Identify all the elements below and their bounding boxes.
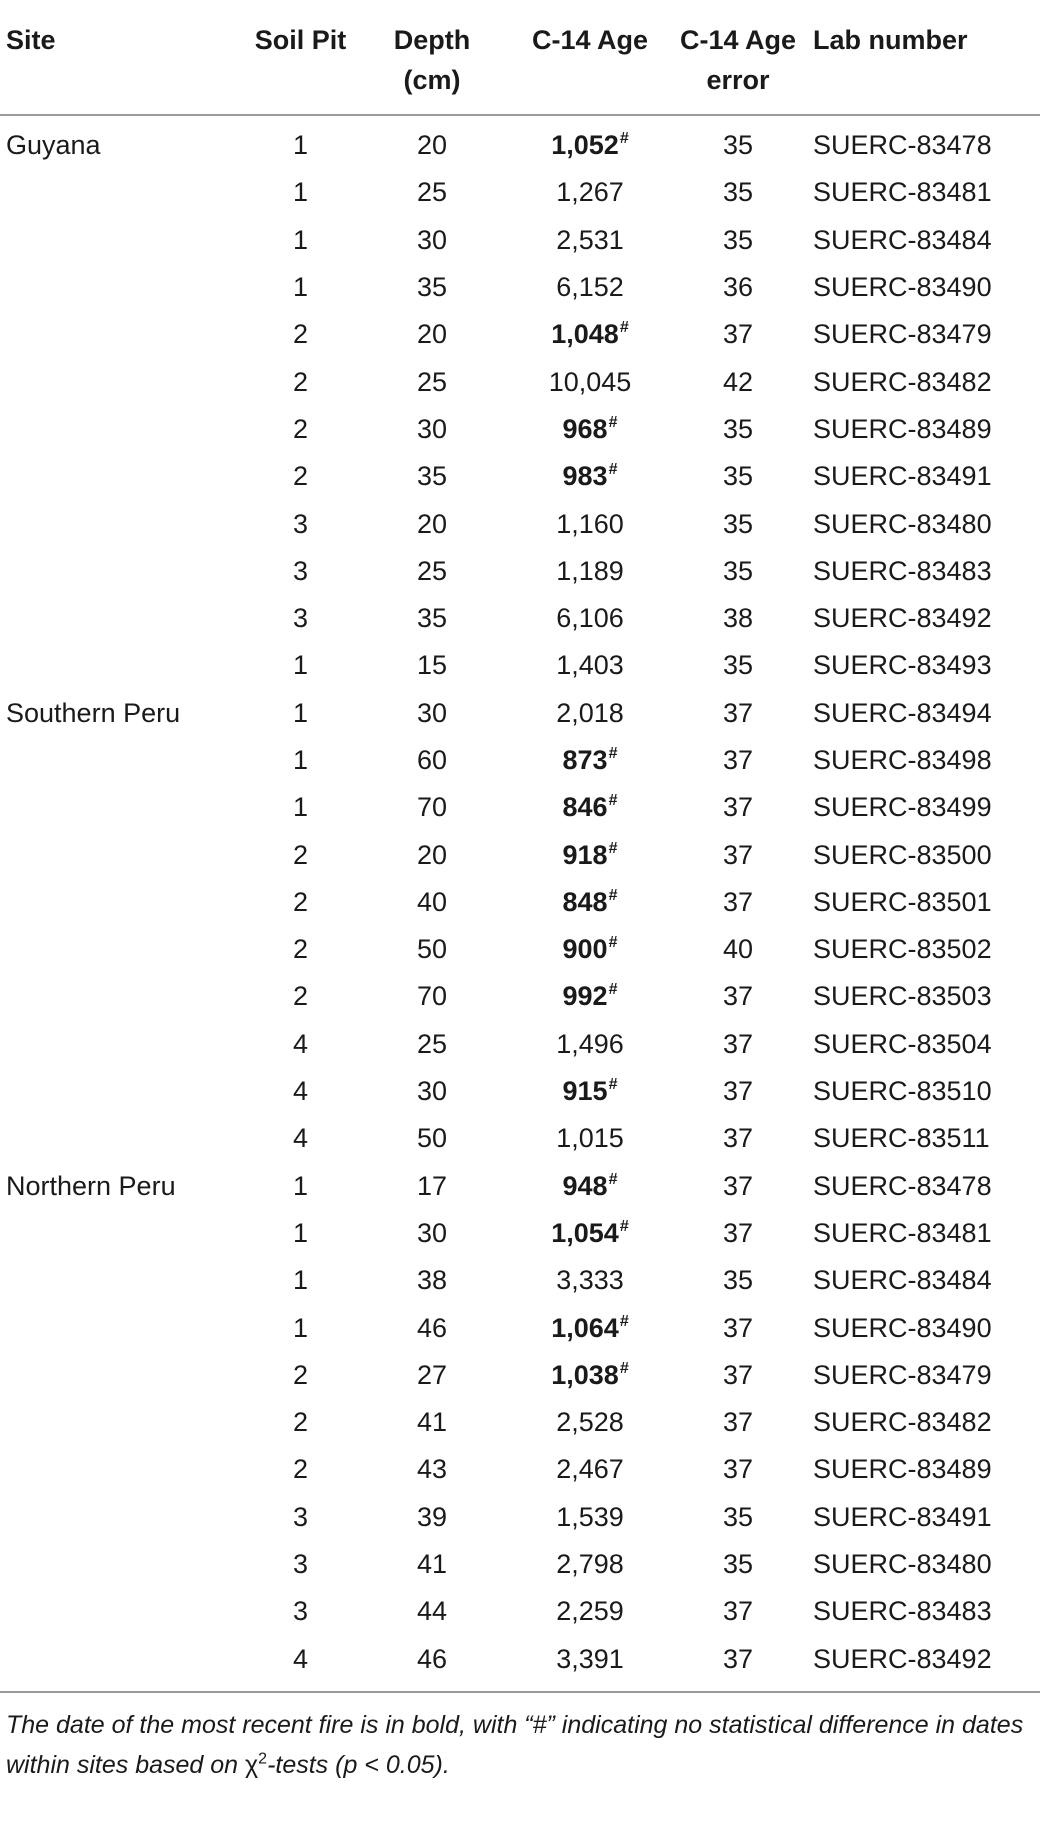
cell-site (0, 264, 238, 311)
cell-c14-age (501, 642, 679, 689)
cell-site (0, 548, 238, 595)
table-row (0, 1210, 1040, 1257)
cell-depth: 25 (416, 555, 448, 586)
footnote-chi-symbol: χ (245, 1750, 259, 1779)
cell-c14-age (501, 1588, 679, 1635)
cell-c14-age-error: 35 (722, 413, 754, 444)
cell-c14-age (501, 831, 679, 878)
cell-c14-age (501, 453, 679, 500)
age-value: 2,528 (556, 1407, 624, 1438)
cell-lab-number: SUERC-83490 (813, 1312, 992, 1343)
cell-c14-age-error: 38 (722, 603, 754, 634)
cell-c14-age-error: 37 (722, 1076, 754, 1107)
table-row (0, 217, 1040, 264)
age-value: 848 (562, 886, 608, 917)
cell-site (0, 1352, 238, 1399)
cell-lab-number: SUERC-83492 (813, 1643, 992, 1674)
age-value: 1,160 (556, 508, 624, 539)
cell-c14-age (501, 217, 679, 264)
cell-site: Northern Peru (6, 1170, 176, 1201)
cell-c14-age (501, 1446, 679, 1493)
table-row (0, 311, 1040, 358)
cell-depth: 50 (416, 1123, 448, 1154)
cell-lab-number: SUERC-83501 (813, 886, 992, 917)
no-difference-mark: # (619, 1359, 629, 1377)
cell-lab-number: SUERC-83482 (813, 1407, 992, 1438)
age-value: 915 (562, 1076, 608, 1107)
cell-c14-age-error: 35 (722, 130, 754, 161)
cell-depth: 17 (416, 1170, 448, 1201)
cell-c14-age-error: 35 (722, 650, 754, 681)
cell-soil-pit: 2 (292, 461, 309, 492)
cell-depth: 35 (416, 272, 448, 303)
cell-soil-pit: 3 (292, 603, 309, 634)
age-value: 6,152 (556, 272, 624, 303)
cell-depth: 70 (416, 792, 448, 823)
cell-lab-number: SUERC-83482 (813, 366, 992, 397)
cell-site (0, 784, 238, 831)
cell-depth: 46 (416, 1312, 448, 1343)
footnote-text: The date of the most recent fire is in bold, with “#” indicating no statistical difference in dates within sites based on (6, 1710, 1024, 1779)
cell-site (0, 1068, 238, 1115)
cell-c14-age-error: 37 (722, 1643, 754, 1674)
table-row (0, 642, 1040, 689)
cell-c14-age-error: 35 (722, 177, 754, 208)
age-value: 6,106 (556, 603, 624, 634)
age-value: 1,048 (551, 319, 619, 350)
cell-lab-number: SUERC-83489 (813, 1454, 992, 1485)
cell-c14-age-error: 42 (722, 366, 754, 397)
cell-c14-age (501, 1494, 679, 1541)
table-row (0, 690, 1040, 737)
age-value: 2,798 (556, 1549, 624, 1580)
cell-depth: 27 (416, 1359, 448, 1390)
cell-depth: 15 (416, 650, 448, 681)
cell-c14-age (501, 358, 679, 405)
cell-c14-age (501, 973, 679, 1020)
cell-lab-number: SUERC-83490 (813, 272, 992, 303)
cell-c14-age (501, 595, 679, 642)
cell-lab-number: SUERC-83502 (813, 934, 992, 965)
cell-soil-pit: 1 (292, 177, 309, 208)
table-row (0, 595, 1040, 642)
header-soil-pit: Soil Pit (238, 0, 363, 115)
cell-lab-number: SUERC-83484 (813, 1265, 992, 1296)
cell-depth: 25 (416, 366, 448, 397)
cell-soil-pit: 2 (292, 366, 309, 397)
cell-site: Southern Peru (6, 697, 181, 728)
table-row (0, 784, 1040, 831)
cell-c14-age-error: 37 (722, 1312, 754, 1343)
cell-c14-age-error: 37 (722, 981, 754, 1012)
age-value: 1,054 (551, 1217, 619, 1248)
no-difference-mark: # (608, 461, 618, 479)
cell-depth: 30 (416, 1076, 448, 1107)
no-difference-mark: # (619, 1312, 629, 1330)
cell-c14-age-error: 37 (722, 1407, 754, 1438)
cell-c14-age (501, 500, 679, 547)
cell-lab-number: SUERC-83494 (813, 697, 992, 728)
table-row (0, 548, 1040, 595)
cell-depth: 46 (416, 1643, 448, 1674)
age-value: 846 (562, 792, 608, 823)
cell-lab-number: SUERC-83503 (813, 981, 992, 1012)
cell-site (0, 1541, 238, 1588)
cell-site: Guyana (6, 130, 101, 161)
cell-c14-age-error: 35 (722, 461, 754, 492)
cell-lab-number: SUERC-83498 (813, 745, 992, 775)
table-row (0, 1304, 1040, 1351)
table-row (0, 1399, 1040, 1446)
table-row (0, 1257, 1040, 1304)
cell-soil-pit: 2 (292, 886, 309, 917)
header-site: Site (0, 0, 238, 115)
no-difference-mark: # (608, 745, 618, 762)
table-body (0, 115, 1040, 1687)
no-difference-mark: # (608, 1170, 618, 1188)
cell-c14-age-error: 35 (722, 1501, 754, 1532)
cell-site (0, 311, 238, 358)
cell-depth: 39 (416, 1501, 448, 1532)
cell-depth: 41 (416, 1407, 448, 1438)
cell-c14-age-error: 40 (722, 934, 754, 965)
cell-c14-age-error: 37 (722, 1596, 754, 1627)
table-row (0, 1021, 1040, 1068)
no-difference-mark: # (619, 319, 629, 337)
cell-soil-pit: 1 (292, 130, 309, 161)
cell-lab-number: SUERC-83499 (813, 792, 992, 823)
cell-c14-age-error: 37 (722, 745, 754, 775)
cell-lab-number: SUERC-83481 (813, 177, 992, 208)
cell-depth: 30 (416, 224, 448, 255)
cell-lab-number: SUERC-83511 (813, 1123, 990, 1154)
cell-c14-age-error: 37 (722, 839, 754, 870)
cell-c14-age (501, 115, 679, 169)
cell-site (0, 1494, 238, 1541)
cell-site (0, 453, 238, 500)
cell-depth: 41 (416, 1549, 448, 1580)
cell-c14-age-error: 37 (722, 792, 754, 823)
table-row (0, 1588, 1040, 1635)
cell-c14-age (501, 169, 679, 216)
age-value: 2,259 (556, 1596, 624, 1627)
footnote-superscript: 2 (258, 1750, 268, 1768)
cell-site (0, 1021, 238, 1068)
header-row (0, 0, 1040, 115)
cell-c14-age (501, 1352, 679, 1399)
cell-lab-number: SUERC-83480 (813, 508, 992, 539)
cell-c14-age (501, 1115, 679, 1162)
cell-c14-age-error: 37 (722, 1217, 754, 1248)
cell-c14-age-error: 37 (722, 1170, 754, 1201)
age-value: 1,189 (556, 555, 624, 586)
cell-lab-number: SUERC-83478 (813, 130, 992, 161)
table-row (0, 264, 1040, 311)
cell-depth: 44 (416, 1596, 448, 1627)
cell-soil-pit: 4 (292, 1643, 309, 1674)
cell-c14-age (501, 737, 679, 784)
cell-c14-age (501, 1257, 679, 1304)
cell-depth: 43 (416, 1454, 448, 1485)
cell-c14-age-error: 37 (722, 1028, 754, 1059)
cell-depth: 30 (416, 1217, 448, 1248)
table-row (0, 453, 1040, 500)
cell-lab-number: SUERC-83500 (813, 839, 992, 870)
cell-c14-age-error: 36 (722, 272, 754, 303)
cell-lab-number: SUERC-83484 (813, 224, 992, 255)
age-value: 1,539 (556, 1501, 624, 1532)
no-difference-mark: # (619, 130, 629, 148)
cell-depth: 40 (416, 886, 448, 917)
cell-c14-age (501, 1163, 679, 1210)
cell-c14-age-error: 35 (722, 1549, 754, 1580)
cell-depth: 35 (416, 461, 448, 492)
cell-soil-pit: 1 (292, 745, 309, 775)
cell-c14-age (501, 548, 679, 595)
cell-lab-number: SUERC-83478 (813, 1170, 992, 1201)
cell-soil-pit: 4 (292, 1076, 309, 1107)
age-value: 918 (562, 839, 608, 870)
age-value: 983 (562, 461, 608, 492)
no-difference-mark: # (608, 934, 618, 952)
cell-soil-pit: 1 (292, 1312, 309, 1343)
cell-c14-age-error: 37 (722, 1123, 754, 1154)
cell-soil-pit: 3 (292, 1501, 309, 1532)
cell-depth: 20 (416, 508, 448, 539)
cell-c14-age-error: 37 (722, 1454, 754, 1485)
cell-c14-age (501, 1636, 679, 1687)
table-footnote (0, 1691, 1040, 1785)
no-difference-mark: # (619, 1217, 629, 1235)
cell-site (0, 169, 238, 216)
cell-c14-age-error: 35 (722, 508, 754, 539)
no-difference-mark: # (608, 792, 618, 810)
cell-soil-pit: 3 (292, 1596, 309, 1627)
cell-soil-pit: 2 (292, 413, 309, 444)
cell-c14-age (501, 1021, 679, 1068)
age-value: 900 (562, 934, 608, 965)
table-row (0, 879, 1040, 926)
cell-depth: 25 (416, 177, 448, 208)
cell-lab-number: SUERC-83479 (813, 319, 992, 350)
no-difference-mark: # (608, 1076, 618, 1094)
age-value: 873 (562, 745, 608, 775)
table-row (0, 169, 1040, 216)
cell-soil-pit: 2 (292, 934, 309, 965)
no-difference-mark: # (608, 981, 618, 999)
table-row (0, 115, 1040, 169)
cell-depth: 20 (416, 319, 448, 350)
cell-depth: 25 (416, 1028, 448, 1059)
cell-depth: 30 (416, 413, 448, 444)
table-row (0, 1541, 1040, 1588)
age-value: 1,267 (556, 177, 624, 208)
cell-soil-pit: 3 (292, 1549, 309, 1580)
cell-soil-pit: 1 (292, 272, 309, 303)
age-value: 3,391 (556, 1643, 624, 1674)
cell-soil-pit: 2 (292, 1407, 309, 1438)
age-value: 1,015 (556, 1123, 624, 1154)
cell-soil-pit: 2 (292, 1359, 309, 1390)
cell-lab-number: SUERC-83493 (813, 650, 992, 681)
cell-c14-age-error: 35 (722, 1265, 754, 1296)
cell-site (0, 1257, 238, 1304)
cell-lab-number: SUERC-83483 (813, 1596, 992, 1627)
cell-c14-age (501, 879, 679, 926)
cell-lab-number: SUERC-83489 (813, 413, 992, 444)
age-value: 968 (562, 413, 608, 444)
footnote-text-end: -tests (p < 0.05). (267, 1750, 450, 1779)
cell-site (0, 500, 238, 547)
cell-c14-age-error: 35 (722, 555, 754, 586)
table-row (0, 1636, 1040, 1687)
cell-c14-age (501, 1304, 679, 1351)
cell-soil-pit: 1 (292, 697, 309, 728)
cell-depth: 38 (416, 1265, 448, 1296)
cell-lab-number: SUERC-83481 (813, 1217, 992, 1248)
table-row (0, 1446, 1040, 1493)
cell-site (0, 1399, 238, 1446)
age-value: 2,531 (556, 224, 624, 255)
cell-site (0, 926, 238, 973)
cell-c14-age (501, 1068, 679, 1115)
cell-site (0, 831, 238, 878)
table-row (0, 973, 1040, 1020)
cell-c14-age-error: 35 (722, 224, 754, 255)
age-value: 2,018 (556, 697, 624, 728)
cell-lab-number: SUERC-83483 (813, 555, 992, 586)
table-row (0, 926, 1040, 973)
cell-site (0, 595, 238, 642)
cell-depth: 30 (416, 697, 448, 728)
cell-c14-age (501, 690, 679, 737)
table-row (0, 500, 1040, 547)
no-difference-mark: # (608, 839, 618, 857)
table-row (0, 1352, 1040, 1399)
cell-site (0, 973, 238, 1020)
table-row (0, 1068, 1040, 1115)
cell-lab-number: SUERC-83510 (813, 1076, 992, 1107)
no-difference-mark: # (608, 413, 618, 431)
cell-c14-age (501, 1541, 679, 1588)
cell-site (0, 217, 238, 264)
cell-depth: 20 (416, 130, 448, 161)
cell-depth: 60 (416, 745, 448, 775)
cell-site (0, 1588, 238, 1635)
table-row (0, 1163, 1040, 1210)
cell-lab-number: SUERC-83492 (813, 603, 992, 634)
header-lab-number: Lab number (797, 0, 1040, 115)
cell-site (0, 1304, 238, 1351)
cell-site (0, 879, 238, 926)
no-difference-mark: # (608, 886, 618, 904)
cell-lab-number: SUERC-83504 (813, 1028, 992, 1059)
age-value: 1,038 (551, 1359, 619, 1390)
header-depth: Depth (cm) (363, 0, 501, 115)
cell-depth: 20 (416, 839, 448, 870)
cell-c14-age-error: 37 (722, 886, 754, 917)
cell-soil-pit: 2 (292, 839, 309, 870)
cell-soil-pit: 1 (292, 1170, 309, 1201)
age-value: 1,403 (556, 650, 624, 681)
table-row (0, 1494, 1040, 1541)
table-row (0, 1115, 1040, 1162)
table-row (0, 737, 1040, 784)
cell-soil-pit: 1 (292, 224, 309, 255)
cell-soil-pit: 2 (292, 981, 309, 1012)
age-value: 948 (562, 1170, 608, 1201)
age-value: 10,045 (548, 366, 632, 397)
age-value: 992 (562, 981, 608, 1012)
cell-site (0, 1636, 238, 1687)
cell-c14-age (501, 784, 679, 831)
cell-soil-pit: 4 (292, 1028, 309, 1059)
cell-lab-number: SUERC-83479 (813, 1359, 992, 1390)
header-c14-age-error: C-14 Age error (679, 0, 797, 115)
cell-c14-age (501, 406, 679, 453)
cell-c14-age-error: 37 (722, 1359, 754, 1390)
table-header (0, 0, 1040, 115)
cell-c14-age-error: 37 (722, 319, 754, 350)
cell-soil-pit: 3 (292, 555, 309, 586)
cell-lab-number: SUERC-83491 (813, 1501, 992, 1532)
cell-site (0, 642, 238, 689)
cell-depth: 35 (416, 603, 448, 634)
age-value: 1,064 (551, 1312, 619, 1343)
cell-site (0, 1446, 238, 1493)
age-value: 3,333 (556, 1265, 624, 1296)
age-value: 1,052 (551, 130, 619, 161)
cell-c14-age (501, 264, 679, 311)
cell-soil-pit: 4 (292, 1123, 309, 1154)
cell-soil-pit: 3 (292, 508, 309, 539)
cell-soil-pit: 1 (292, 1265, 309, 1296)
cell-c14-age (501, 1210, 679, 1257)
table-row (0, 358, 1040, 405)
cell-site (0, 1210, 238, 1257)
cell-soil-pit: 1 (292, 792, 309, 823)
table-row (0, 406, 1040, 453)
cell-soil-pit: 1 (292, 1217, 309, 1248)
cell-c14-age (501, 926, 679, 973)
cell-lab-number: SUERC-83480 (813, 1549, 992, 1580)
cell-soil-pit: 2 (292, 1454, 309, 1485)
cell-site (0, 737, 238, 784)
cell-c14-age (501, 1399, 679, 1446)
age-value: 2,467 (556, 1454, 624, 1485)
cell-depth: 50 (416, 934, 448, 965)
header-c14-age: C-14 Age (501, 0, 679, 115)
cell-c14-age (501, 311, 679, 358)
cell-soil-pit: 2 (292, 319, 309, 350)
cell-site (0, 1115, 238, 1162)
age-value: 1,496 (556, 1028, 624, 1059)
cell-site (0, 358, 238, 405)
cell-c14-age-error: 37 (722, 697, 754, 728)
cell-lab-number: SUERC-83491 (813, 461, 992, 492)
cell-soil-pit: 1 (292, 650, 309, 681)
cell-depth: 70 (416, 981, 448, 1012)
table-row (0, 831, 1040, 878)
cell-site (0, 406, 238, 453)
